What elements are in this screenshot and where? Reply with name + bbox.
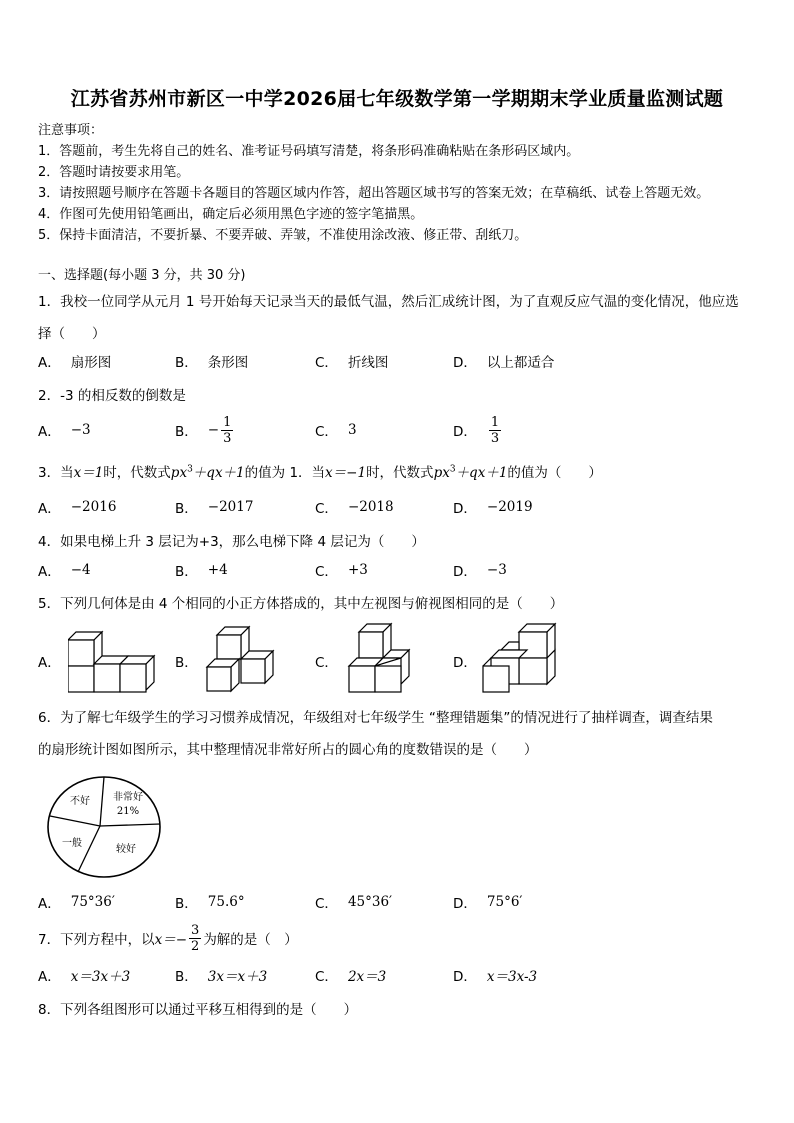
q5-option-c-figure[interactable] bbox=[347, 622, 413, 694]
pie-label-very-good: 非常好 bbox=[113, 792, 143, 803]
note-item: 4．作图可先使用铅笔画出，确定后必须用黑色字迹的签字笔描黑。 bbox=[38, 207, 424, 222]
pie-label-good: 较好 bbox=[116, 844, 136, 855]
fraction: $\frac{3}{2}$ bbox=[191, 922, 200, 954]
q2-stem: 2．-3 的相反数的倒数是 bbox=[38, 388, 186, 404]
q1-option-c[interactable]: C． 折线图 bbox=[315, 355, 389, 371]
q6-stem-line2: 的扇形统计图如图所示，其中整理情况非常好所占的圆心角的度数错误的是（ ） bbox=[38, 742, 538, 758]
q5-option-d-figure[interactable] bbox=[481, 622, 563, 694]
q6-option-a[interactable]: A． 75°36′ bbox=[38, 894, 115, 912]
q1-options bbox=[38, 348, 598, 374]
q5-stem: 5．下列几何体是由 4 个相同的小正方体搭成的，其中左视图与俯视图相同的是（ ） bbox=[38, 596, 564, 612]
q6-option-c[interactable]: C． 45°36′ bbox=[315, 894, 393, 912]
q3-option-a[interactable]: A． −2016 bbox=[38, 499, 117, 517]
page-title: 江苏省苏州市新区一中学2026届七年级数学第一学期期末学业质量监测试题 bbox=[70, 88, 724, 110]
note-item: 3．请按照题号顺序在答题卡各题目的答题区域内作答，超出答题区域书写的答案无效；在草稿纸、试卷上答题无效。 bbox=[38, 186, 710, 201]
q4-option-c[interactable]: C． +3 bbox=[315, 562, 368, 580]
note-item: 1．答题前，考生先将自己的姓名、准考证号码填写清楚，将条形码准确粘贴在条形码区域内。 bbox=[38, 144, 580, 159]
q1-stem-line1: 1．我校一位同学从元月 1 号开始每天记录当天的最低气温，然后汇成统计图，为了直观反应气温的变化情况，他应选 bbox=[38, 294, 739, 310]
q5-option-d-label[interactable]: D． bbox=[453, 655, 477, 671]
q5-option-a-figure[interactable] bbox=[68, 630, 164, 694]
q6-option-d[interactable]: D． 75°6′ bbox=[453, 894, 523, 912]
pie-label-average: 一般 bbox=[62, 838, 82, 849]
pie-label-very-good-percent: 21% bbox=[116, 806, 140, 817]
q7-option-b[interactable]: B． 3x＝x＋3 bbox=[175, 969, 268, 985]
pie-outline bbox=[48, 777, 160, 877]
note-item: 5．保持卡面清洁，不要折暴、不要弄破、弄皱，不准使用涂改液、修正带、刮纸刀。 bbox=[38, 228, 528, 243]
q1-option-b[interactable]: B． 条形图 bbox=[175, 355, 249, 371]
q7-stem: 7．下列方程中，以 x＝− $\frac{3}{2}$ 为解的是（ ） bbox=[38, 922, 298, 954]
q3-option-d[interactable]: D． −2019 bbox=[453, 499, 533, 517]
q1-stem-line2: 择（ ） bbox=[38, 326, 106, 342]
q2-option-c[interactable]: C． 3 bbox=[315, 422, 357, 440]
q6-option-b[interactable]: B． 75.6° bbox=[175, 894, 245, 912]
note-item: 2．答题时请按要求用笔。 bbox=[38, 165, 190, 180]
q7-option-d[interactable]: D． x＝3x-3 bbox=[453, 969, 538, 985]
notes-section bbox=[38, 120, 709, 246]
q2-option-a[interactable]: A． −3 bbox=[38, 422, 91, 440]
q5-option-b-figure[interactable] bbox=[205, 625, 277, 695]
q3-stem: 3．当x＝1时，代数式$px^3+qx+1$的值为 1．当x＝−1时，代数式$px^3+qx+1$的值为（ ） bbox=[38, 464, 602, 481]
q2-option-b[interactable]: B． − $\frac{1}{3}$ bbox=[175, 414, 232, 446]
q4-option-b[interactable]: B． +4 bbox=[175, 562, 228, 580]
q5-option-c-label[interactable]: C． bbox=[315, 655, 338, 671]
q1-option-a[interactable]: A． 扇形图 bbox=[38, 355, 112, 371]
q6-pie-chart bbox=[44, 772, 168, 882]
q6-stem-line1: 6．为了解七年级学生的学习习惯养成情况，年级组对七年级学生 “整理错题集”的情况进行了抽样调查，调查结果 bbox=[38, 710, 713, 726]
pie-label-bad: 不好 bbox=[70, 796, 90, 807]
q6-options bbox=[38, 889, 598, 915]
section-heading: 一、选择题(每小题 3 分，共 30 分) bbox=[38, 268, 246, 283]
q5-option-b-label[interactable]: B． bbox=[175, 655, 198, 671]
q4-options bbox=[38, 557, 598, 583]
q4-stem: 4．如果电梯上升 3 层记为+3，那么电梯下降 4 层记为（ ） bbox=[38, 534, 425, 550]
q4-option-a[interactable]: A． −4 bbox=[38, 562, 91, 580]
fraction: $\frac{1}{3}$ bbox=[223, 414, 232, 446]
q3-option-c[interactable]: C． −2018 bbox=[315, 499, 394, 517]
q7-option-a[interactable]: A． x＝3x＋3 bbox=[38, 969, 131, 985]
fraction: $\frac{1}{3}$ bbox=[490, 414, 500, 446]
q7-option-c[interactable]: C． 2x＝3 bbox=[315, 969, 387, 985]
q2-option-d[interactable]: D． $\frac{1}{3}$ bbox=[453, 414, 500, 446]
notes-heading: 注意事项： bbox=[38, 123, 104, 138]
q8-stem: 8．下列各组图形可以通过平移互相得到的是（ ） bbox=[38, 1002, 358, 1018]
q4-option-d[interactable]: D． −3 bbox=[453, 562, 507, 580]
q1-option-d[interactable]: D． 以上都适合 bbox=[453, 355, 555, 371]
q3-options bbox=[38, 494, 598, 520]
q2-options bbox=[38, 410, 598, 450]
q7-options bbox=[38, 962, 598, 988]
q3-option-b[interactable]: B． −2017 bbox=[175, 499, 254, 517]
q5-option-a-label[interactable]: A． bbox=[38, 655, 61, 671]
